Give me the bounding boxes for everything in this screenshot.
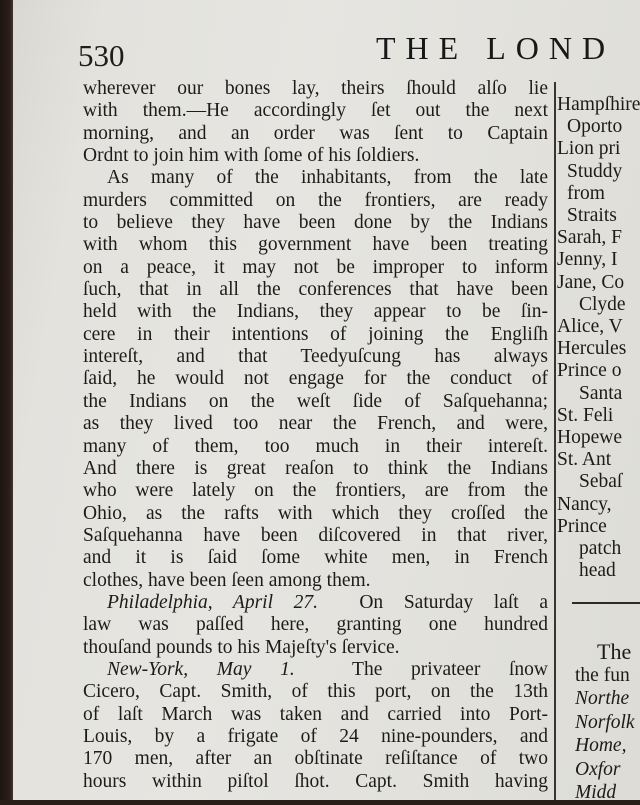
list-item: Hopewe bbox=[557, 427, 622, 449]
list-item: Santa bbox=[579, 382, 623, 404]
text-line: law was paſſed here, granting one hundred bbox=[83, 614, 548, 636]
list-item: Prince o bbox=[557, 360, 622, 382]
text-line: Louis, by a frigate of 24 nine-pounders, and bbox=[83, 725, 548, 747]
side-heading: The bbox=[597, 640, 632, 664]
text-line: and it is ſaid ſome white men, in French bbox=[83, 547, 548, 569]
shipping-list-column bbox=[557, 94, 640, 582]
text-line: Cicero, Capt. Smith, of this port, on the 13th bbox=[83, 681, 548, 703]
text-line: cere in their intentions of joining the Engliſh bbox=[83, 323, 548, 345]
list-item: Prince bbox=[557, 515, 607, 537]
text-line: the Indians on the weſt ſide of Saſquehanna; bbox=[83, 390, 548, 412]
text-line: morning, and an order was ſent to Captain bbox=[83, 122, 548, 144]
list-item: Norfolk bbox=[575, 711, 635, 733]
list-item: Clyde bbox=[579, 293, 626, 315]
list-item: Hercules bbox=[557, 338, 627, 360]
list-item: the fun bbox=[575, 664, 630, 686]
text-line: Ordnt to join him with ſome of his ſoldiers. bbox=[83, 145, 420, 167]
list-item: Sebaſ bbox=[579, 471, 623, 493]
book-binding-edge bbox=[0, 0, 14, 800]
dateline-newyork: New-York, May 1. bbox=[107, 658, 295, 680]
list-item: Nancy, bbox=[557, 493, 612, 515]
text-line: 170 men, after an obſtinate reſiſtance of two bbox=[83, 748, 548, 770]
text-line: thouſand pounds to his Majeſty's ſervice. bbox=[83, 636, 400, 658]
text-line: of laſt March was taken and carried into Port- bbox=[83, 703, 548, 725]
text-line: who were lately on the frontiers, are from the bbox=[83, 480, 548, 502]
list-item: Home, bbox=[575, 735, 627, 756]
list-item: patch bbox=[579, 538, 622, 560]
list-item: St. Feli bbox=[557, 404, 614, 426]
list-item: Oporto bbox=[567, 116, 623, 138]
side-column-lower bbox=[575, 640, 640, 805]
section-rule bbox=[572, 602, 640, 604]
list-item: Lion pri bbox=[557, 138, 621, 160]
text-line: And there is great reaſon to think the Indians bbox=[83, 457, 548, 479]
text-line: wherever our bones lay, theirs ſhould alſo lie bbox=[83, 78, 548, 99]
list-item: Alice, V bbox=[557, 316, 623, 338]
text-line: Saſquehanna have been diſcovered in that river, bbox=[83, 524, 548, 546]
list-item: Oxfor bbox=[575, 758, 621, 780]
list-item: Studdy bbox=[567, 160, 623, 182]
dateline-philadelphia: Philadelphia, April 27. bbox=[107, 591, 319, 613]
list-item: Jane, Co bbox=[557, 271, 625, 293]
text-line: Ohio, as the rafts with which they croſſed the bbox=[83, 502, 548, 524]
text-line: As many of the inhabitants, from the late bbox=[107, 167, 548, 189]
text-line: ſuch, that in all the conferences that have been bbox=[83, 279, 548, 301]
text-line: to believe they have been done by the Indians bbox=[83, 212, 548, 234]
text-line: intereſt, and that Teedyuſcung has always bbox=[83, 346, 548, 368]
list-item: Northe bbox=[575, 688, 630, 709]
list-item: Midd bbox=[575, 782, 617, 803]
list-item: Straits bbox=[567, 205, 617, 227]
page-number: 530 bbox=[78, 38, 125, 73]
text-line: murders committed on the frontiers, are ready bbox=[83, 189, 548, 211]
list-item: Hampſhire bbox=[557, 94, 640, 115]
list-item: head bbox=[579, 560, 616, 582]
text-line: many of them, too much in their intereſt. bbox=[83, 435, 548, 457]
text-line: hours within piſtol ſhot. Capt. Smith having bbox=[83, 770, 548, 792]
newyork-paragraph-start: New-York, May 1. The privateer ſnow bbox=[107, 658, 548, 680]
list-item: Sarah, F bbox=[557, 227, 622, 249]
text-line: clothes, have been ſeen among them. bbox=[83, 569, 371, 591]
text-line: with them.—He accordingly ſet out the next bbox=[83, 100, 548, 122]
philadelphia-paragraph-start: Philadelphia, April 27. On Saturday laſt a bbox=[107, 591, 549, 613]
text-line: as they lived too near the French, and were, bbox=[83, 413, 548, 435]
masthead-title: THE LOND bbox=[376, 30, 616, 66]
text-line: ſaid, he would not engage for the conduct of bbox=[83, 368, 548, 390]
list-item: from bbox=[567, 182, 605, 204]
text-line: with whom this government have been treating bbox=[83, 234, 548, 256]
text-line: held with the Indians, they appear to be ſin- bbox=[83, 301, 548, 323]
column-divider bbox=[554, 82, 556, 800]
list-item: St. Ant bbox=[557, 449, 612, 471]
main-article-column bbox=[83, 78, 548, 793]
list-item: Jenny, I bbox=[557, 249, 618, 271]
text-line: on a peace, it may not be improper to inform bbox=[83, 256, 548, 278]
